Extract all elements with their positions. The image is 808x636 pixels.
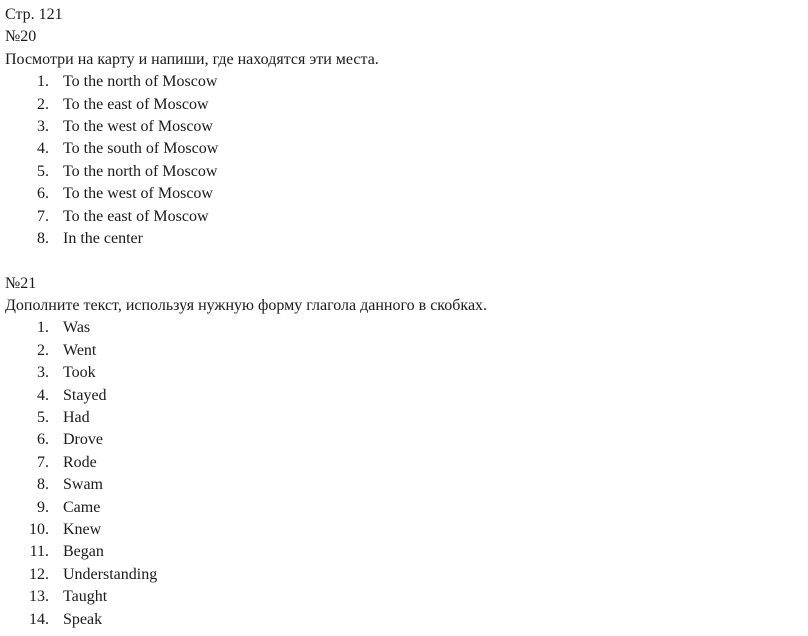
item-number: 12. (29, 565, 49, 583)
document-page (5, 4, 803, 631)
exercise-20 (5, 26, 803, 250)
list-item (5, 94, 803, 116)
item-number: 4. (37, 140, 49, 158)
item-number: 9. (37, 498, 49, 516)
item-text: Knew (63, 520, 102, 538)
section-gap (5, 250, 803, 272)
item-number: 2. (37, 95, 49, 113)
item-number: 14. (29, 610, 49, 628)
item-text: Swam (63, 476, 103, 494)
item-text: Speak (63, 610, 103, 628)
item-number: 8. (37, 476, 49, 494)
list-item (5, 474, 803, 496)
item-text: Stayed (63, 386, 107, 404)
list-item (5, 362, 803, 384)
exercise-instruction: Посмотри на карту и напиши, где находятся эти места. (5, 50, 379, 68)
list-item (5, 116, 803, 138)
item-text: Came (63, 498, 101, 516)
item-number: 6. (37, 431, 49, 449)
answer-list (5, 317, 803, 630)
list-item (5, 497, 803, 519)
item-number: 3. (37, 117, 49, 135)
item-number: 1. (37, 73, 49, 91)
list-item (5, 317, 803, 339)
list-item (5, 609, 803, 631)
list-item (5, 452, 803, 474)
item-text: To the north of Moscow (63, 162, 218, 180)
item-text: In the center (63, 229, 143, 247)
item-text: Taught (63, 588, 108, 606)
list-item (5, 71, 803, 93)
list-item (5, 429, 803, 451)
exercise-number: №20 (5, 28, 37, 46)
item-text: To the east of Moscow (63, 95, 209, 113)
item-number: 4. (37, 386, 49, 404)
item-text: To the west of Moscow (63, 117, 213, 135)
item-number: 6. (37, 185, 49, 203)
list-item (5, 206, 803, 228)
item-text: Took (63, 364, 96, 382)
exercise-21 (5, 273, 803, 631)
item-number: 10. (29, 520, 49, 538)
item-number: 2. (37, 341, 49, 359)
item-text: Rode (63, 453, 97, 471)
item-text: Understanding (63, 565, 158, 583)
item-number: 7. (37, 453, 49, 471)
item-number: 5. (37, 409, 49, 427)
item-number: 5. (37, 162, 49, 180)
item-text: Had (63, 409, 90, 427)
list-item (5, 228, 803, 250)
list-item (5, 519, 803, 541)
item-number: 3. (37, 364, 49, 382)
list-item (5, 564, 803, 586)
list-item (5, 541, 803, 563)
list-item (5, 183, 803, 205)
item-text: To the east of Moscow (63, 207, 209, 225)
item-text: Was (63, 319, 91, 337)
list-item (5, 138, 803, 160)
item-text: Began (63, 543, 104, 561)
item-text: To the north of Moscow (63, 73, 218, 91)
item-text: To the west of Moscow (63, 185, 213, 203)
item-number: 13. (29, 588, 49, 606)
item-number: 11. (29, 543, 49, 561)
list-item (5, 586, 803, 608)
list-item (5, 385, 803, 407)
item-number: 1. (37, 319, 49, 337)
page-reference: Стр. 121 (5, 6, 63, 23)
list-item (5, 340, 803, 362)
item-text: Went (63, 341, 97, 359)
item-text: Drove (63, 431, 103, 449)
item-number: 7. (37, 207, 49, 225)
exercise-number: №21 (5, 274, 37, 292)
exercise-instruction: Дополните текст, используя нужную форму глагола данного в скобках. (5, 297, 488, 315)
list-item (5, 407, 803, 429)
item-text: To the south of Moscow (63, 140, 219, 158)
item-number: 8. (37, 229, 49, 247)
list-item (5, 161, 803, 183)
answer-list (5, 71, 803, 250)
